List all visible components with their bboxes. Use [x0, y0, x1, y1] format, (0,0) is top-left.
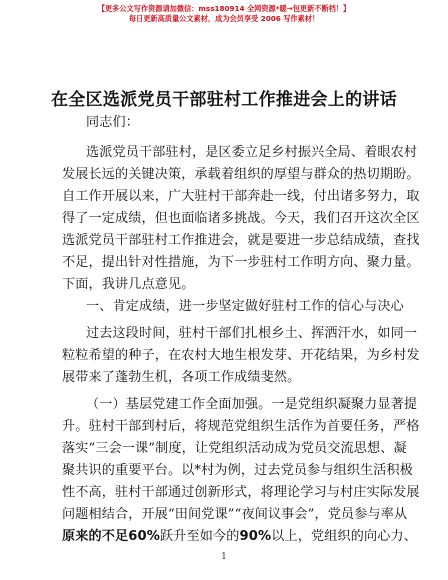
para3-bold-part: 原来的不足60%: [62, 529, 161, 544]
promo-banner: [0, 4, 448, 24]
para1-line: 自工作开展以来，广大驻村干部奔赴一线，付出诸多努力，取: [62, 189, 420, 204]
promo-banner-line-1: 【更多公文写作资源请加微信：mss180914 全网资源*暖→包更新不断档！】: [97, 4, 351, 13]
salutation: 同志们：: [86, 115, 139, 130]
para1-line: 选派党员干部驻村工作推进会，就是要进一步总结成绩，查找: [62, 233, 420, 248]
para3-line: 落实“三会一课”制度，让党组织活动成为党员交流思想、凝: [62, 441, 407, 456]
para3-bold-number: 90%: [239, 529, 272, 544]
para2-line: 粒粒希望的种子，在农村大地生根发芽、开花结果，为乡村发: [62, 348, 420, 363]
para3-line: 聚共识的重要平台。以*村为例，过去党员参与组织生活积极: [62, 463, 414, 478]
section-heading: 一、肯定成绩，进一步坚定做好驻村工作的信心与决心: [86, 299, 404, 314]
para2-line: 展带来了蓬勃生机，各项工作成绩斐然。: [62, 370, 301, 385]
page-number: 1: [221, 552, 227, 562]
para3-line: 问题相结合，开展“田间党课”“夜间议事会”，党员参与率从: [62, 507, 408, 522]
para1-line: 不足，提出针对性措施，为下一步驻村工作明方向、聚力量。: [62, 255, 420, 270]
para1-line: 选派党员干部驻村，是区委立足乡村振兴全局、着眼农村: [86, 145, 418, 160]
para3-line: （一）基层党建工作全面加强。一是党组织凝聚力显著提: [86, 397, 418, 412]
para1-line: 下面，我讲几点意见。: [62, 277, 195, 292]
para1-line: 得了一定成绩，但也面临诸多挑战。今天，我们召开这次全区: [62, 211, 420, 226]
para1-line: 发展长远的关键决策，承载着组织的厚望与群众的热切期盼。: [62, 167, 420, 182]
para2-line: 过去这段时间，驻村干部们扎根乡土、挥洒汗水，如同一: [86, 326, 418, 341]
document-title: 在全区选派党员干部驻村工作推进会上的讲话: [51, 90, 397, 110]
para3-line: 升。驻村干部到村后，将规范党组织生活作为首要任务，严格: [62, 419, 420, 434]
para3-last-line: [62, 527, 417, 547]
para3-line: 性不高，驻村干部通过创新形式，将理论学习与村庄实际发展: [62, 485, 420, 500]
promo-banner-line-2: 每日更新高质量公文素材，成为会员享受 2006 写作素材！: [128, 14, 320, 23]
para3-middle-part: 跃升至如今的: [160, 529, 240, 544]
para3-tail-part: 以上，党组织的向心力、: [271, 529, 417, 544]
